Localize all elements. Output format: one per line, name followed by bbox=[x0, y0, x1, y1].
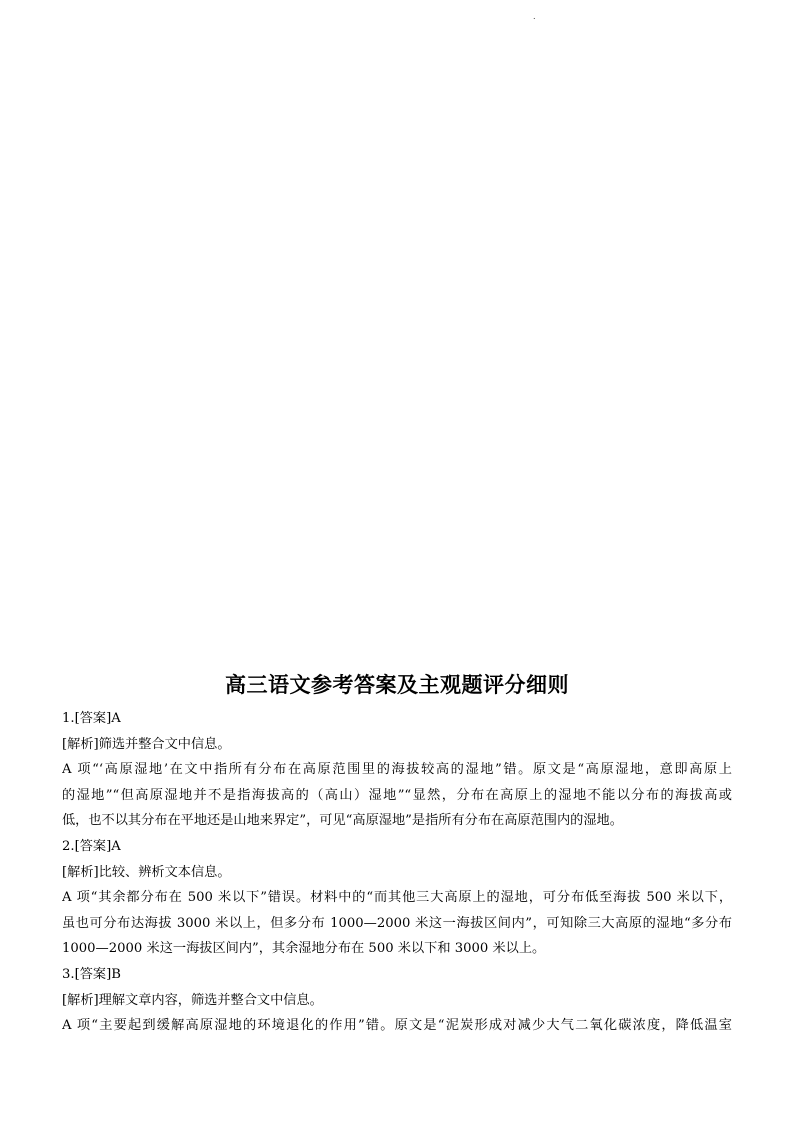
analysis-line: [解析]理解文章内容，筛选并整合文中信息。 bbox=[62, 992, 323, 1008]
page-top-mark: . bbox=[533, 12, 536, 21]
paragraph-line: 的湿地”“但高原湿地并不是指海拔高的（高山）湿地”“显然，分布在高原上的湿地不能以分布的海拔高或 bbox=[62, 787, 732, 803]
paragraph-line: 低，也不以其分布在平地还是山地来界定”，可见“高原湿地”是指所有分布在高原范围内的湿地。 bbox=[62, 813, 623, 829]
paragraph-line: A 项“其余都分布在 500 米以下”错误。材料中的“而其他三大高原上的湿地，可分布低至海拔 500 米以下， bbox=[62, 890, 732, 906]
analysis-line: [解析]比较、辨析文本信息。 bbox=[62, 864, 231, 880]
paragraph-line: 虽也可分布达海拔 3000 米以上，但多分布 1000—2000 米这一海拔区间内”，可知除三大高原的湿地“多分布 bbox=[62, 915, 732, 931]
answer-line: 3.[答案]B bbox=[62, 966, 121, 982]
paragraph-line: 1000—2000 米这一海拔区间内”，其余湿地分布在 500 米以下和 3000 米以上。 bbox=[62, 941, 546, 957]
paragraph-line: A 项“主要起到缓解高原湿地的环境退化的作用”错。原文是“泥炭形成对减少大气二氧化碳浓度，降低温室 bbox=[62, 1018, 732, 1034]
answer-line: 1.[答案]A bbox=[62, 711, 121, 726]
answer-line: 2.[答案]A bbox=[62, 838, 121, 854]
paragraph-line: A 项“‘高原湿地’在文中指所有分布在高原范围里的海拔较高的湿地”错。原文是“高原湿地，意即高原上 bbox=[62, 762, 732, 778]
answer-content bbox=[62, 706, 732, 1039]
document-title: 高三语文参考答案及主观题评分细则 bbox=[225, 673, 569, 697]
analysis-line: [解析]筛选并整合文中信息。 bbox=[62, 736, 231, 752]
